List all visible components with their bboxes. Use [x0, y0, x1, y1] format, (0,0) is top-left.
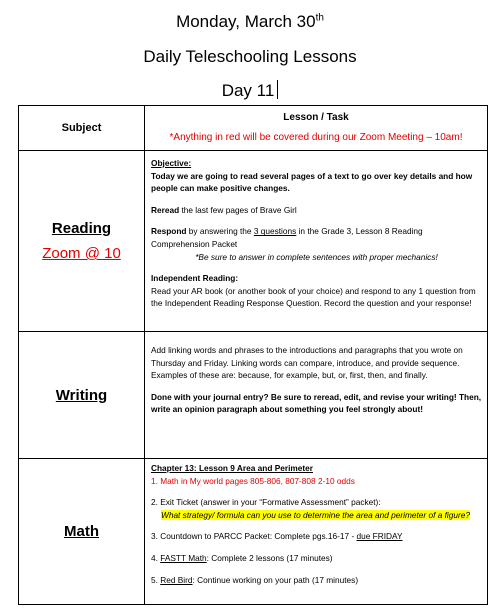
due-date: due FRIDAY: [356, 531, 403, 542]
page-day: [0, 80, 500, 101]
lessons-table: [18, 105, 488, 605]
reading-zoom-link[interactable]: Zoom @ 10: [42, 245, 121, 262]
fastt-math-link[interactable]: FASTT Math: [160, 552, 207, 563]
date-text: Monday, March 30: [176, 12, 316, 31]
writing-subject-cell: [19, 332, 145, 459]
respond-line: [151, 225, 482, 250]
math-item-2: 2. Exit Ticket (answer in your “Formative Assessment” packet):: [151, 497, 381, 508]
reading-subject-cell: [19, 151, 145, 332]
math-item-3-text: 3. Countdown to PARCC Packet: Complete pgs.16-17 -: [151, 531, 357, 542]
questions-link[interactable]: 3 questions: [253, 226, 297, 237]
math-item-3: [151, 530, 482, 543]
math-item-4: [151, 552, 482, 565]
objective-text: Today we are going to read several pages of a text to go over key details and how people can make positive changes.: [151, 170, 473, 194]
reading-subject-label: Reading: [51, 220, 112, 237]
math-item-5-text: : Continue working on your path (17 minutes): [192, 574, 359, 585]
date-suffix: th: [315, 12, 324, 24]
objective-label: Objective:: [151, 158, 192, 168]
reading-row: [19, 151, 488, 332]
independent-reading-text: Read your AR book (or another book of your choice) and respond to any 1 question from the Independent Reading Response Question. Record the question and your response!: [151, 285, 476, 309]
math-task-cell: [145, 459, 488, 605]
text-cursor[interactable]: [277, 80, 278, 99]
reread-text: the last few pages of Brave Girl: [179, 204, 297, 215]
task-column-header: [145, 106, 488, 151]
writing-row: [19, 332, 488, 459]
math-item-4-num: 4.: [151, 552, 161, 563]
math-item-1: 1. Math in My world pages 805-806, 807-808 2-10 odds: [151, 475, 355, 486]
respond-post: in the Grade 3, Lesson 8 Reading Comprehension Packet: [151, 226, 423, 249]
math-item-4-text: : Complete 2 lessons (17 minutes): [206, 552, 333, 563]
reread-label: Reread: [151, 204, 180, 215]
page-subtitle: Daily Teleschooling Lessons: [143, 47, 357, 66]
reread-line: [151, 204, 482, 217]
table-header-row: [19, 106, 488, 151]
math-item-5: [151, 574, 482, 587]
writing-bold-text: Done with your journal entry? Be sure to reread, edit, and revise your writing! Then, write an opinion paragraph about something you feel strongly about!: [151, 391, 482, 415]
independent-reading-label: Independent Reading:: [151, 273, 239, 284]
zoom-note: *Anything in red will be covered during our Zoom Meeting – 10am!: [169, 132, 463, 143]
math-item-2-question-line: [151, 509, 482, 522]
math-subject-label: Math: [64, 523, 99, 540]
respond-label: Respond: [151, 226, 187, 237]
math-item-5-num: 5.: [151, 574, 161, 585]
math-row: [19, 459, 488, 605]
math-subject-cell: [19, 459, 145, 605]
red-bird-link[interactable]: Red Bird: [160, 574, 193, 585]
respond-pre: by answering the: [186, 226, 254, 237]
highlighted-question: What strategy/ formula can you use to determine the area and perimeter of a figure?: [161, 509, 470, 520]
writing-text: Add linking words and phrases to the introductions and paragraphs that you wrote on Thursday and Friday. Linking words can compare, introduce, and provide sequence. Examples of these are: because, for example, but, or, first, then, and finally.: [151, 345, 463, 381]
writing-task-cell: [145, 332, 488, 459]
day-text: Day 11: [221, 81, 275, 100]
reading-task-cell: [145, 151, 488, 332]
math-chapter: Chapter 13: Lesson 9 Area and Perimeter: [151, 463, 314, 473]
task-header-label: Lesson / Task: [283, 112, 349, 123]
page-date: [0, 12, 500, 32]
writing-subject-label: Writing: [55, 386, 108, 404]
respond-note: *Be sure to answer in complete sentences with proper mechanics!: [195, 251, 438, 262]
subject-column-header: Subject: [19, 106, 145, 151]
